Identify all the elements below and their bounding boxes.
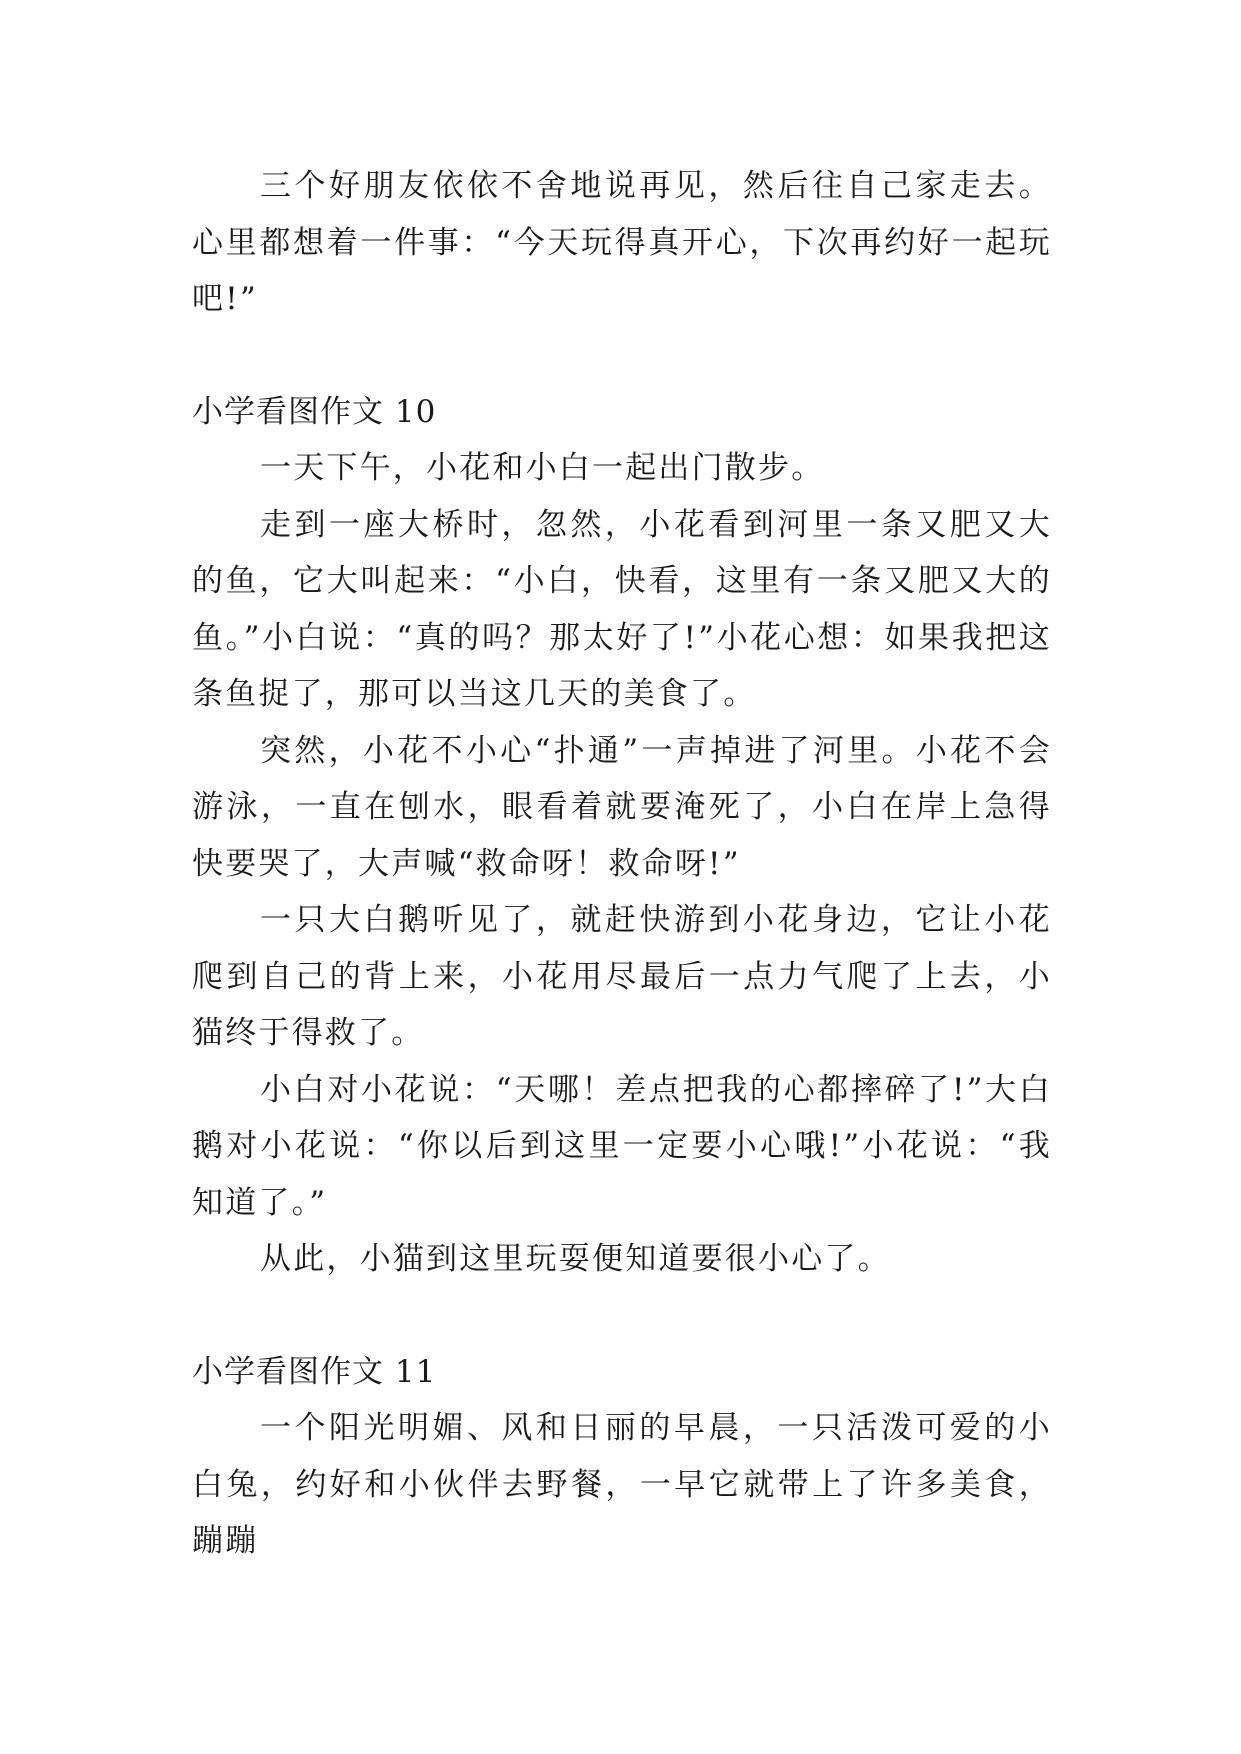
- section-gap: [192, 1288, 1052, 1344]
- section-gap: [192, 328, 1052, 384]
- paragraph: 一天下午，小花和小白一起出门散步。: [260, 450, 825, 486]
- paragraph: 一个阳光明媚、风和日丽的早晨，一只活泼可爱的小白兔，约好和小伙伴去野餐，一早它就带上了许多美食，蹦蹦: [192, 1410, 1052, 1559]
- paragraph: 小白对小花说：“天哪！差点把我的心都摔碎了!”大白鹅对小花说：“你以后到这里一定要小心哦!”小花说：“我知道了。”: [192, 1071, 1052, 1221]
- section-title: 小学看图作文 10: [192, 393, 437, 430]
- paragraph: 三个好朋友依依不舍地说再见，然后往自己家走去。心里都想着一件事：“今天玩得真开心，下次再约好一起玩吧!”: [192, 168, 1052, 317]
- section-title: 小学看图作文 11: [192, 1353, 437, 1390]
- paragraph: 突然，小花不小心“扑通”一声掉进了河里。小花不会游泳，一直在刨水，眼看着就要淹死了，小白在岸上急得快要哭了，大声喊“救命呀！救命呀!”: [192, 732, 1052, 882]
- paragraph: 从此，小猫到这里玩耍便知道要很小心了。: [260, 1241, 891, 1277]
- paragraph: 一只大白鹅听见了，就赶快游到小花身边，它让小花爬到自己的背上来，小花用尽最后一点力气爬了上去，小猫终于得救了。: [192, 902, 1052, 1051]
- document-body: [192, 158, 1052, 1570]
- paragraph: 走到一座大桥时，忽然，小花看到河里一条又肥又大的鱼，它大叫起来：“小白，快看，这里有一条又肥又大的鱼。”小白说：“真的吗？那太好了!”小花心想：如果我把这条鱼捉了，那可以当这几天的美食了。: [192, 506, 1052, 712]
